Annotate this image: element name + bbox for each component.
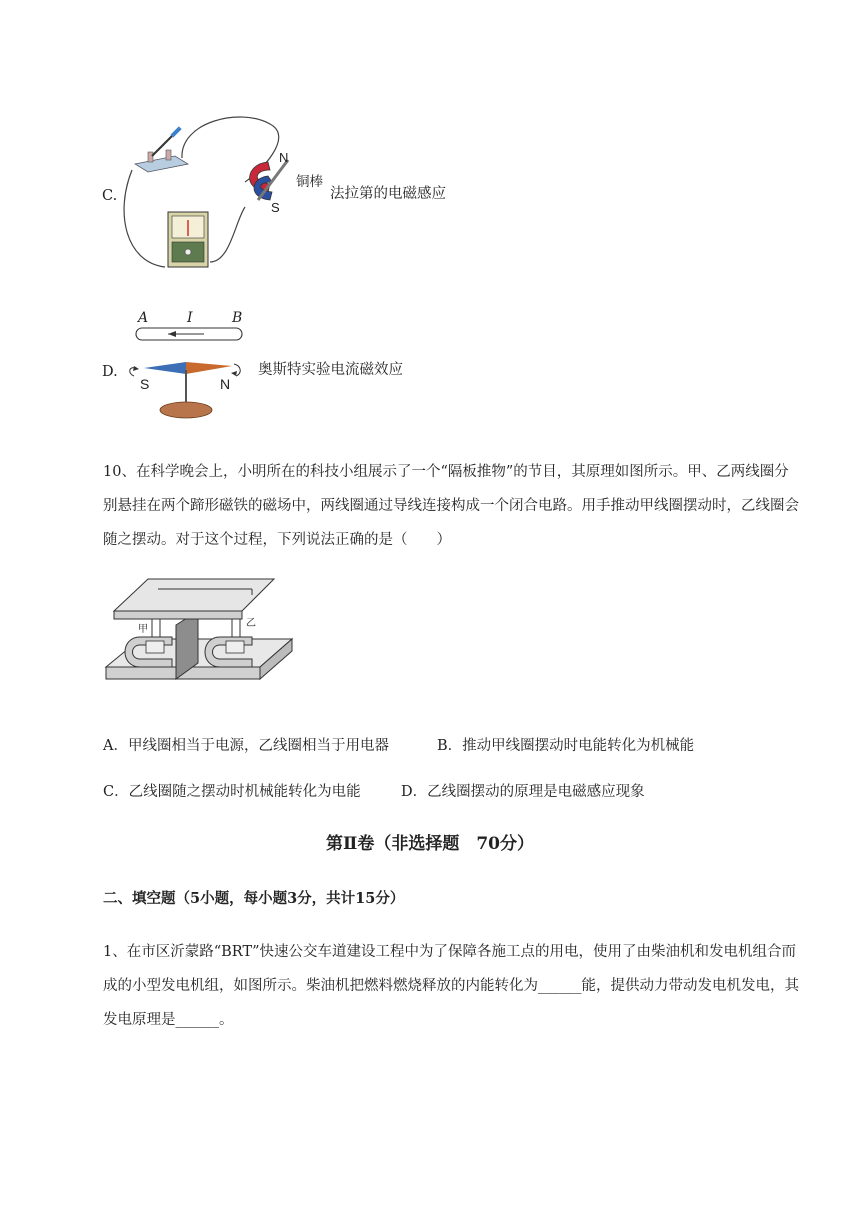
- part-2-title: 第Ⅱ卷（非选择题 70分）: [326, 834, 534, 854]
- coil-jia-label: 甲: [138, 624, 148, 635]
- label-i: I: [187, 310, 193, 326]
- choice-d: D．乙线圈摆动的原理是电磁感应现象: [401, 784, 645, 800]
- choice-c: C．乙线圈随之摆动时机械能转化为电能: [103, 784, 361, 800]
- question-10-text: 10、在科学晚会上，小明所在的科技小组展示了一个“隔板推物”的节目，其原理如图所示。甲、乙两线圈分别悬挂在两个蹄形磁铁的磁场中，两线圈通过导线连接构成一个闭合电路。用手推动甲线圈摆动时，乙线圈会随之摆动。对于这个过程，下列说法正确的是（ ）: [103, 464, 799, 548]
- label-b: B: [232, 310, 243, 326]
- option-c-letter: C.: [102, 188, 118, 204]
- choice-b: B．推动甲线圈摆动时电能转化为机械能: [437, 738, 695, 754]
- option-d-caption: 奥斯特实验电流磁效应: [258, 362, 403, 378]
- partition-push-figure: [102, 575, 297, 695]
- needle-s-label: S: [140, 376, 150, 392]
- copper-rod-label: 铜棒: [296, 174, 323, 190]
- coil-yi-label: 乙: [246, 618, 256, 629]
- option-d-letter: D.: [102, 364, 118, 380]
- option-c-caption: 法拉第的电磁感应: [330, 186, 446, 202]
- magnet-n-label: N: [279, 150, 289, 165]
- fill-question-1: 1、在市区沂蒙路“BRT”快速公交车道建设工程中为了保障各施工点的用电，使用了由柴油机和发电机组合而成的小型发电机组，如图所示。柴油机把燃料燃烧释放的内能转化为______能，提供动力带动发电机发电，其发电原理是______。: [103, 944, 799, 1028]
- magnet-s-label: S: [271, 200, 280, 215]
- section-heading: 二、填空题（5小题，每小题3分，共计15分）: [103, 890, 405, 907]
- label-a: A: [138, 310, 149, 326]
- needle-n-label: N: [220, 376, 231, 392]
- faraday-induction-figure: [120, 112, 340, 277]
- choice-a: A．甲线圈相当于电源，乙线圈相当于用电器: [103, 738, 389, 754]
